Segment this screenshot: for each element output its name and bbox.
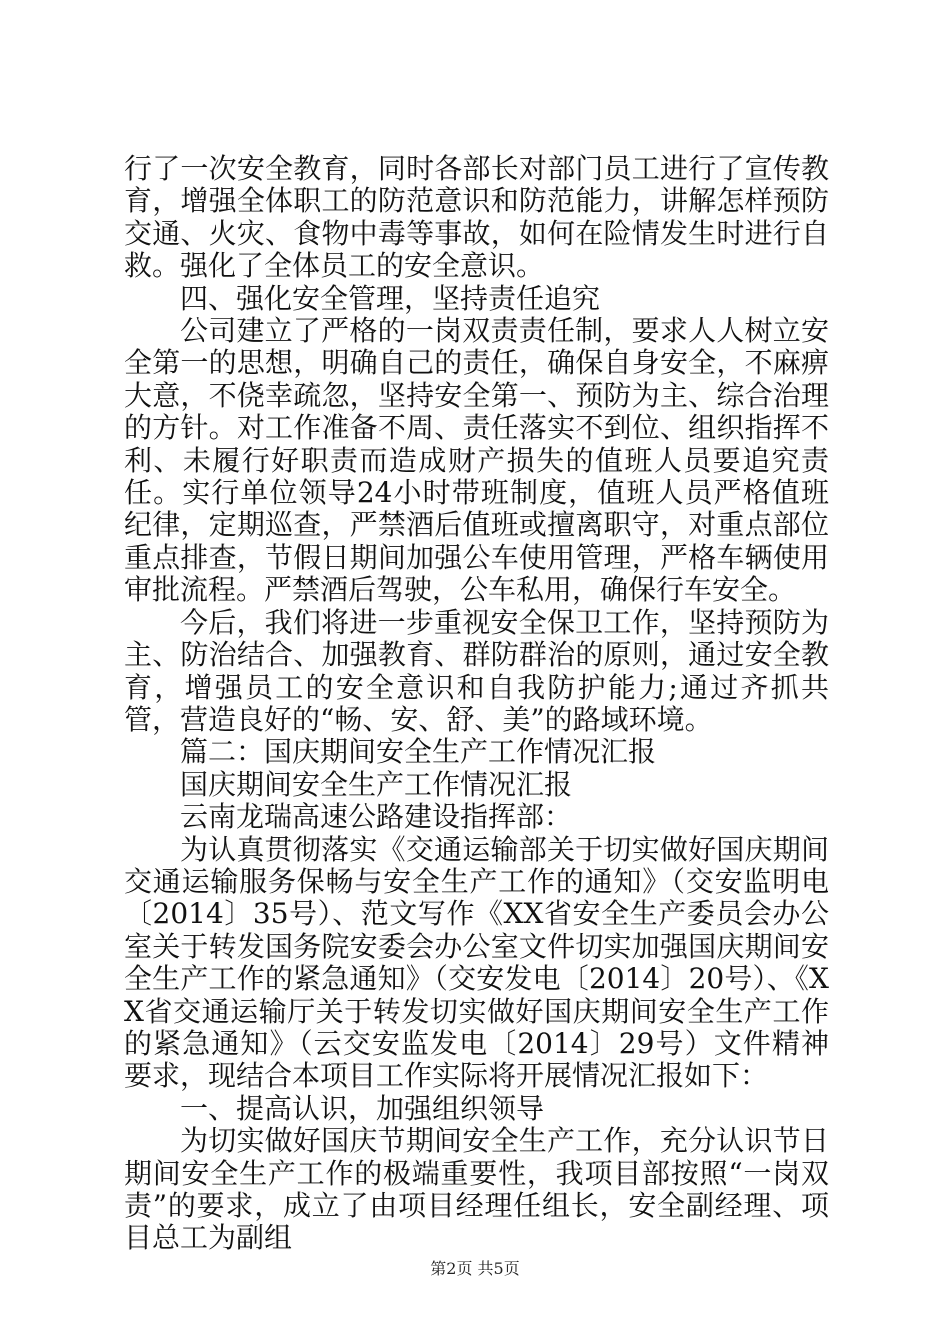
- document-body: [124, 153, 829, 1255]
- report-title: 国庆期间安全生产工作情况汇报: [180, 767, 573, 801]
- paragraph-future: 今后，我们将进一步重视安全保卫工作，坚持预防为主、防治结合、加强教育、群防群治的原则，通过安全教育，增强员工的安全意识和自我防护能力;通过齐抓共管，营造良好的“畅、安、舒、美”的路域环境。: [124, 605, 829, 736]
- paragraph-continuation: 行了一次安全教育，同时各部长对部门员工进行了宣传教育，增强全体职工的防范意识和防范能力，讲解怎样预防交通、火灾、食物中毒等事故，如何在险情发生时进行自救。强化了全体员工的安全意识。: [124, 152, 829, 283]
- report-recipient: 云南龙瑞高速公路建设指挥部：: [180, 800, 573, 834]
- section-heading-1: 一、提高认识，加强组织领导: [180, 1091, 545, 1125]
- paragraph-organization: 为切实做好国庆节期间安全生产工作，充分认识节日期间安全生产工作的极端重要性，我项目部按照“一岗双责”的要求，成立了由项目经理任组长，安全副经理、项目总工为副组: [124, 1124, 829, 1255]
- page-number-footer: 第2页 共5页: [430, 1259, 520, 1278]
- chapter-title: 篇二：国庆期间安全生产工作情况汇报: [180, 735, 657, 769]
- paragraph-intro: 为认真贯彻落实《交通运输部关于切实做好国庆期间交通运输服务保畅与安全生产工作的通知》（交安监明电〔2014〕35号）、范文写作《XX省安全生产委员会办公室关于转发国务院安委会办公室文件切实加强国庆期间安全生产工作的紧急通知》（交安发电〔2014〕20号）、《XX省交通运输厅关于转发切实做好国庆期间安全生产工作的紧急通知》（云交安监发电〔2014〕29号）文件精神要求，现结合本项目工作实际将开展情况汇报如下：: [124, 832, 829, 1093]
- section-heading-4: 四、强化安全管理，坚持责任追究: [180, 281, 601, 315]
- paragraph-responsibility: 公司建立了严格的一岗双责责任制，要求人人树立安全第一的思想，明确自己的责任，确保自身安全，不麻痹大意，不侥幸疏忽，坚持安全第一、预防为主、综合治理的方针。对工作准备不周、责任落实不到位、组织指挥不利、未履行好职责而造成财产损失的值班人员要追究责任。实行单位领导24小时带班制度，值班人员严格值班纪律，定期巡查，严禁酒后值班或擅离职守，对重点部位重点排查，节假日期间加强公车使用管理，严格车辆使用审批流程。严禁酒后驾驶，公车私用，确保行车安全。: [124, 314, 829, 607]
